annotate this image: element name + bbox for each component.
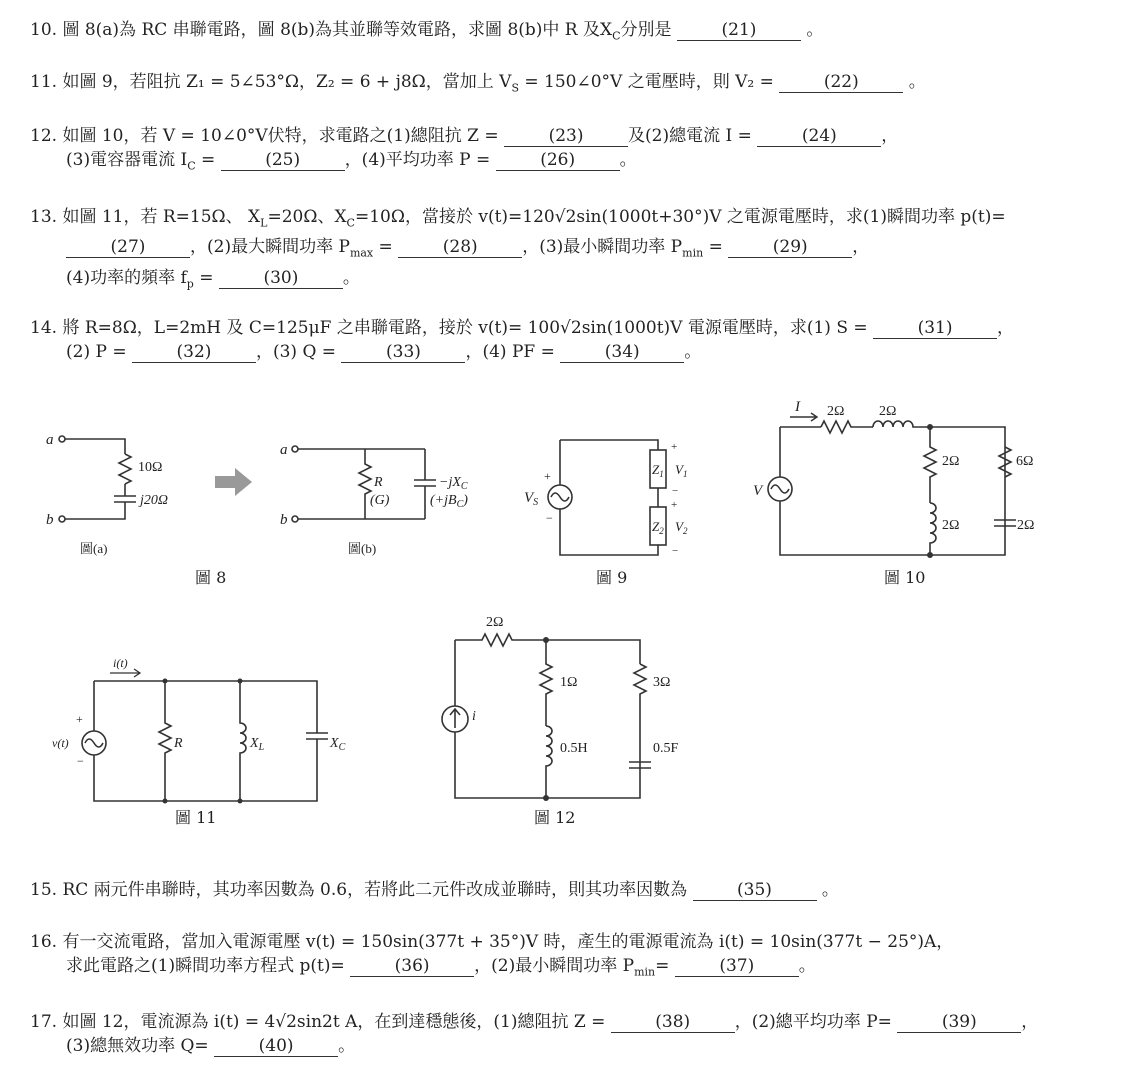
fig8-c-value: j20Ω bbox=[140, 493, 169, 508]
fig11-xc-label: $X_C$ bbox=[330, 736, 346, 753]
svg-text:+: + bbox=[671, 499, 678, 511]
svg-text:+: + bbox=[76, 712, 83, 726]
question-17: 17. 如圖 12，電流源為 i(t) = 4√2sin2t A，在到達穩態後，(1)總阻抗 Z = (38) ，(2)總平均功率 P= (39) ， (3)總無效功率 Q= (40) 。 bbox=[30, 1012, 1039, 1056]
fig12-i-label: i bbox=[472, 709, 476, 724]
answer-blank-24[interactable]: (24) bbox=[757, 126, 881, 147]
answer-blank-26[interactable]: (26) bbox=[496, 150, 620, 171]
figure-10-circuit bbox=[745, 395, 1045, 565]
fig10-r3-label: 6Ω bbox=[1016, 454, 1034, 469]
figure-9-circuit bbox=[520, 430, 700, 565]
fig8-r-value: 10Ω bbox=[138, 460, 163, 475]
question-10: 10. 圖 8(a)為 RC 串聯電路，圖 8(b)為其並聯等效電路，求圖 8(b)中 R 及$X_C$分別是 (21) 。 bbox=[30, 20, 824, 43]
answer-blank-38[interactable]: (38) bbox=[611, 1012, 735, 1033]
fig10-v-label: V bbox=[753, 483, 763, 499]
q10-text: 10. 圖 8(a)為 RC 串聯電路，圖 8(b)為其並聯等效電路，求圖 8(b)中 R 及$X_C$分別是 bbox=[30, 20, 672, 43]
answer-blank-29[interactable]: (29) bbox=[728, 237, 852, 258]
figure-8-circuit bbox=[40, 420, 500, 570]
fig11-r-label: R bbox=[174, 736, 183, 751]
fig8-xc-label: $-jX_C$ bbox=[439, 475, 468, 492]
fig8-node-b: b bbox=[46, 512, 54, 528]
fig8-bc-label: $(+jB_C)$ bbox=[430, 493, 468, 510]
question-14: 14. 將 R=8Ω，L=2mH 及 C=125μF 之串聯電路，接於 v(t)= 100√2sin(1000t)V 電源電壓時，求(1) S = (31) ， (2) P = (32) ，(3) Q = (33) ，(4) PF = (34) 。 bbox=[30, 318, 1015, 362]
question-16: 16. 有一交流電路，當加入電源電壓 v(t) = 150sin(377t + 35°)V 時，產生的電源電流為 i(t) = 10sin(377t − 25°)A， 求此電路之(1)瞬間功率方程式 p(t)= (36) ，(2)最小瞬間功率 $P_{min}= (37)$ 。 bbox=[30, 932, 954, 979]
fig8b-caption: 圖(b) bbox=[348, 541, 377, 556]
fig12-l-label: 0.5H bbox=[560, 741, 588, 756]
answer-blank-40[interactable]: (40) bbox=[214, 1036, 338, 1057]
answer-blank-30[interactable]: (30) bbox=[219, 268, 343, 289]
question-11: 11. 如圖 9，若阻抗 Z₁ = 5∠53°Ω，Z₂ = 6 + j8Ω，當加上 $V_S$ = 150∠0°V 之電壓時，則 V₂ = (22) 。 bbox=[30, 72, 926, 95]
fig12-r2-label: 3Ω bbox=[653, 675, 671, 690]
figure-12-caption: 圖 12 bbox=[534, 808, 576, 827]
answer-blank-23[interactable]: (23) bbox=[504, 126, 628, 147]
svg-text:−: − bbox=[77, 754, 84, 768]
fig10-r2-label: 2Ω bbox=[942, 454, 960, 469]
fig8-r-label: R bbox=[374, 475, 383, 490]
fig12-r1-label: 1Ω bbox=[560, 675, 578, 690]
answer-blank-32[interactable]: (32) bbox=[132, 342, 256, 363]
fig8-node-a: a bbox=[46, 432, 54, 448]
figure-12-circuit bbox=[420, 612, 720, 807]
figure-9-caption: 圖 9 bbox=[596, 568, 628, 587]
question-15: 15. RC 兩元件串聯時，其功率因數為 0.6，若將此二元件改成並聯時，則其功率因數為 (35) 。 bbox=[30, 880, 839, 900]
svg-text:+: + bbox=[544, 469, 551, 483]
fig11-i-label: i(t) bbox=[113, 656, 128, 670]
fig8b-node-a: a bbox=[280, 442, 288, 458]
svg-text:+: + bbox=[671, 441, 678, 453]
fig9-vs-label: $V_S$ bbox=[524, 490, 539, 508]
figure-10-caption: 圖 10 bbox=[884, 568, 926, 587]
svg-text:−: − bbox=[672, 485, 679, 497]
answer-blank-22[interactable]: (22) bbox=[779, 72, 903, 93]
fig12-c-label: 0.5F bbox=[653, 741, 679, 756]
fig11-xl-label: $X_L$ bbox=[250, 736, 265, 753]
answer-blank-39[interactable]: (39) bbox=[897, 1012, 1021, 1033]
fig9-z2-label: $Z_2$ bbox=[652, 519, 664, 536]
figure-11-caption: 圖 11 bbox=[175, 808, 217, 827]
fig10-i-label: I bbox=[795, 399, 800, 415]
answer-blank-36[interactable]: (36) bbox=[350, 956, 474, 977]
question-12: 12. 如圖 10，若 V = 10∠0°V伏特，求電路之(1)總阻抗 Z = (23) 及(2)總電流 I = (24) ， (3)電容器電流 $I_C = (25)$ ，(4)平均功率 P = (26) 。 bbox=[30, 126, 899, 173]
fig11-v-label: v(t) bbox=[52, 736, 69, 750]
fig10-l1-label: 2Ω bbox=[879, 404, 897, 419]
question-13: 13. 如圖 11，若 R=15Ω、 $X_L=20\Omega$、$X_C=10\Omega$，當接於 v(t)=120√2sin(1000t+30°)V 之電源電壓時，求(1)瞬間功率 p(t)= (27) ，(2)最大瞬間功率 $P_{max} = (28)$ ，(3)最小瞬間功率 $P_{min} = (29)$ ， (4)功率的頻率 $f_p = (30)$ 。 bbox=[30, 207, 1006, 291]
answer-blank-21[interactable]: (21) bbox=[677, 20, 801, 41]
fig9-v2-label: $V_2$ bbox=[675, 519, 688, 536]
arrow-icon bbox=[215, 468, 252, 496]
figure-11-circuit bbox=[50, 655, 370, 805]
fig9-z1-label: $Z_1$ bbox=[652, 462, 664, 479]
fig10-r1-label: 2Ω bbox=[827, 404, 845, 419]
fig10-l2-label: 2Ω bbox=[942, 518, 960, 533]
answer-blank-27[interactable]: (27) bbox=[66, 237, 190, 258]
fig8b-node-b: b bbox=[280, 512, 288, 528]
answer-blank-28[interactable]: (28) bbox=[398, 237, 522, 258]
answer-blank-33[interactable]: (33) bbox=[341, 342, 465, 363]
answer-blank-31[interactable]: (31) bbox=[873, 318, 997, 339]
svg-text:−: − bbox=[672, 545, 679, 557]
answer-blank-25[interactable]: (25) bbox=[221, 150, 345, 171]
figure-8-caption: 圖 8 bbox=[195, 568, 227, 587]
fig8a-caption: 圖(a) bbox=[80, 541, 108, 556]
fig8-g-label: (G) bbox=[370, 493, 390, 508]
svg-text:−: − bbox=[546, 511, 553, 525]
fig12-r-top-label: 2Ω bbox=[486, 615, 504, 630]
answer-blank-34[interactable]: (34) bbox=[560, 342, 684, 363]
answer-blank-37[interactable]: (37) bbox=[675, 956, 799, 977]
fig10-c1-label: 2Ω bbox=[1017, 518, 1035, 533]
answer-blank-35[interactable]: (35) bbox=[693, 880, 817, 901]
fig9-v1-label: $V_1$ bbox=[675, 462, 688, 479]
